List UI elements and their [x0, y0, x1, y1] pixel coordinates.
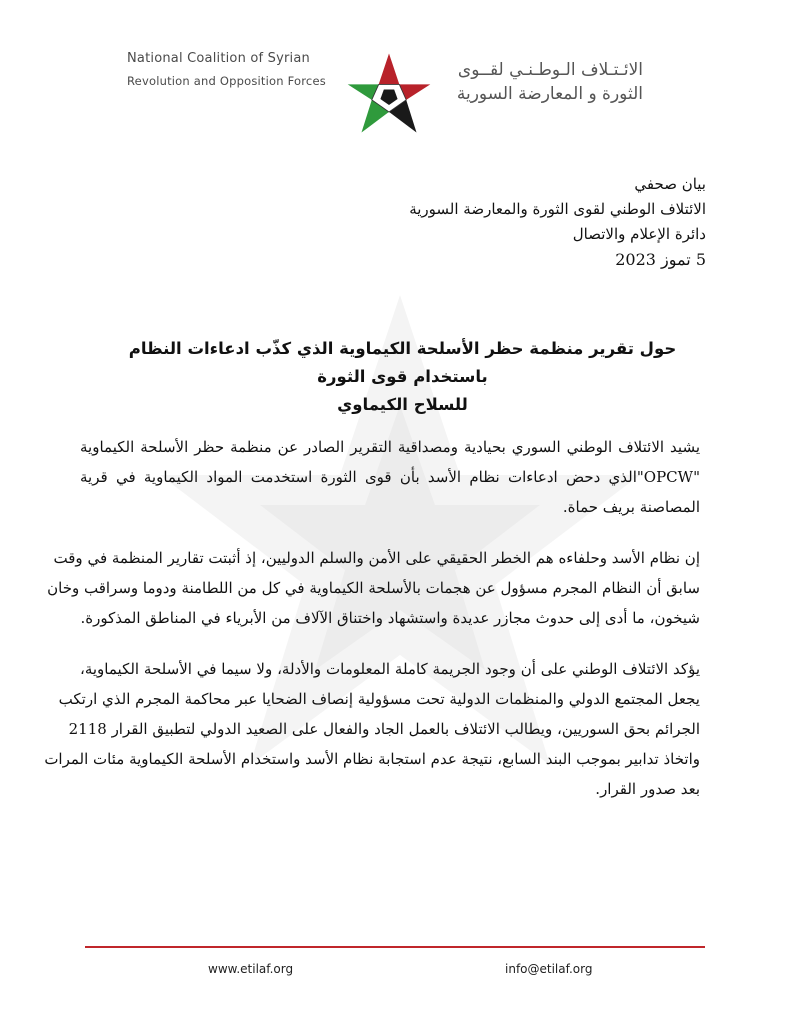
paragraph-line: سابق أن النظام المجرم مسؤول عن هجمات بالأسلحة الكيماوية في كل من اللطامنة ودوما وسراقب وخان: [47, 579, 700, 597]
org-name-en-line1: National Coalition of Syrian: [127, 51, 310, 66]
org-name-en-line2: Revolution and Opposition Forces: [127, 74, 326, 88]
paragraph-line: شيخون، ما أدى إلى حدوث مجازر عديدة واستشهاد واختناق الآلاف من الأبرياء في المناطق المذكورة.: [80, 609, 700, 627]
title-line: للسلاح الكيماوي: [337, 395, 468, 414]
footer-email-link[interactable]: info@etilaf.org: [505, 962, 593, 976]
release-date: 5 تموز 2023: [615, 250, 706, 269]
department: دائرة الإعلام والاتصال: [572, 225, 706, 243]
press-release-meta: [409, 172, 706, 272]
footer-website-link[interactable]: www.etilaf.org: [208, 962, 294, 976]
coalition-star-logo-icon: [346, 50, 432, 136]
footer-divider: [85, 946, 705, 948]
org-name-ar-line2: الثورة و المعارضة السورية: [456, 84, 643, 104]
paragraph-line: الجرائم بحق السوريين، ويطالب الائتلاف بالعمل الجاد والفعال على الصعيد الدولي لتطبيق القرار 2118: [68, 720, 700, 738]
paragraph-line: يؤكد الائتلاف الوطني على أن وجود الجريمة كاملة المعلومات والأدلة، ولا سيما في الأسلحة الكيماوية،: [80, 660, 700, 678]
paragraph-1: [80, 432, 700, 522]
issuer: الائتلاف الوطني لقوى الثورة والمعارضة السورية: [409, 200, 706, 218]
org-name-ar-line1: الائـتـلاف الـوطـنـي لقــوى: [457, 60, 643, 80]
paragraph-line: بعد صدور القرار.: [595, 780, 700, 798]
paragraph-line: إن نظام الأسد وحلفاءه هم الخطر الحقيقي على الأمن والسلم الدوليين، إذ أثبتت تقارير المنظمة في وقت: [53, 549, 700, 567]
paragraph-line: يشيد الائتلاف الوطني السوري بحيادية ومصداقية التقرير الصادر عن منظمة حظر الأسلحة الكيماوية: [80, 438, 700, 456]
body-text: [44, 432, 700, 825]
paragraph-line: يجعل المجتمع الدولي والمنظمات الدولية تحت مسؤولية إنصاف الضحايا عبر محاكمة المجرم الذي ارتكب: [58, 690, 700, 708]
paragraph-line: المصاصنة بريف حماة.: [562, 498, 700, 516]
paragraph-2: [47, 543, 700, 633]
org-name-ar: [438, 58, 643, 106]
paragraph-line: "OPCW"الذي دحض ادعاءات نظام الأسد بأن قوى الثورة استخدمت المواد الكيماوية في قرية: [80, 468, 700, 486]
paragraph-3: [44, 654, 700, 804]
paragraph-line: واتخاذ تدابير بموجب البند السابع، نتيجة عدم استجابة نظام الأسد واستخدام الأسلحة الكيماوية مئات المرات: [44, 750, 700, 768]
title-line: حول تقرير منظمة حظر الأسلحة الكيماوية الذي كذّب ادعاءات النظام باستخدام قوى الثورة: [128, 339, 677, 386]
doc-type: بيان صحفي: [634, 175, 706, 193]
page-title: [95, 335, 710, 419]
org-name-en: [127, 48, 342, 92]
